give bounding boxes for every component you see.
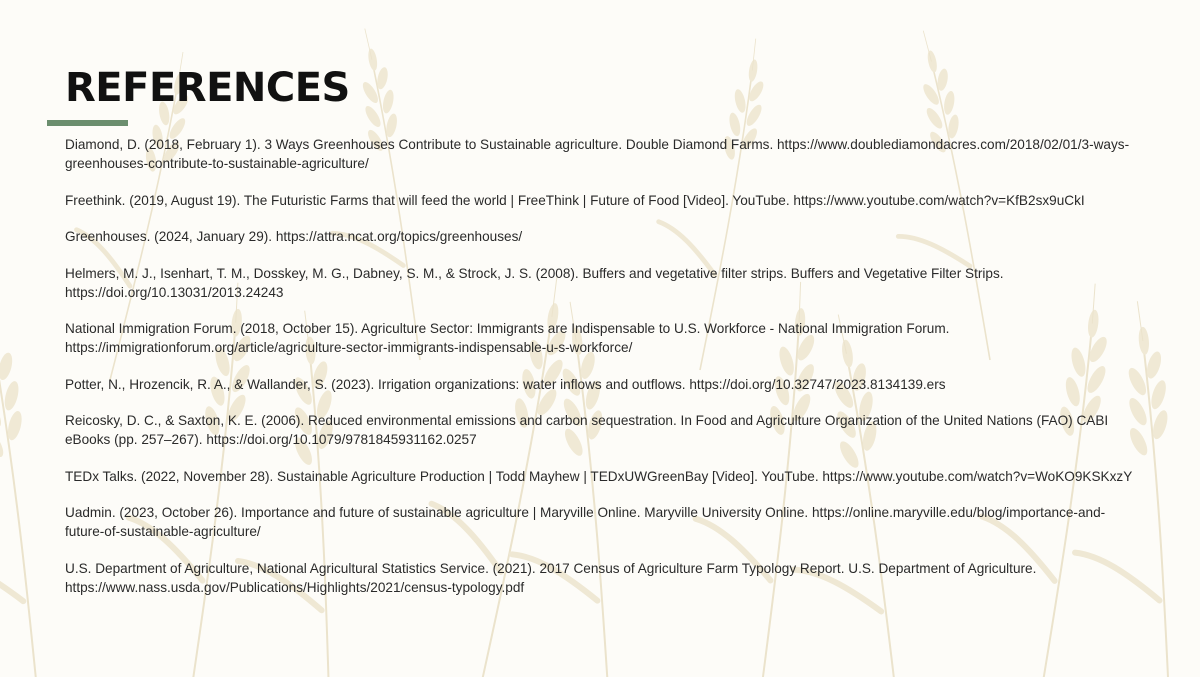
reference-item: Potter, N., Hrozencik, R. A., & Wallander, S. (2023). Irrigation organizations: water inflows and outflows. https://doi.org/10.32747/2023.8134139.ers <box>65 376 946 392</box>
reference-item: Helmers, M. J., Isenhart, T. M., Dosskey, M. G., Dabney, S. M., & Strock, J. S. (2008). Buffers and vegetative filter strips. Buffers and Vegetative Filter Strips. https://doi.org/10.13031/2013.24243 <box>65 265 1004 300</box>
reference-item: TEDx Talks. (2022, November 28). Sustainable Agriculture Production | Todd Mayhew | TEDxUWGreenBay [Video]. YouTube. https://www.youtube.com/watch?v=WoKO9KSKxzY <box>65 468 1133 484</box>
title-accent-bar <box>47 120 128 126</box>
reference-item: Diamond, D. (2018, February 1). 3 Ways Greenhouses Contribute to Sustainable agriculture. Double Diamond Farms. https://www.doublediamondacres.com/2018/02/01/3-ways-greenhouses-contribute-to-sustainable-agriculture/ <box>65 137 1130 171</box>
reference-item: Uadmin. (2023, October 26). Importance and future of sustainable agriculture | Maryville Online. Maryville University Online. https://online.maryville.edu/blog/importance-and-future-of-sustainable-agriculture/ <box>65 505 1106 539</box>
reference-item: U.S. Department of Agriculture, National Agricultural Statistics Service. (2021). 2017 Census of Agriculture Farm Typology Report. U.S. Department of Agriculture. https://www.nass.usda.gov/Publications/Highlights/2021/census-typology.pdf <box>65 560 1037 595</box>
reference-item: National Immigration Forum. (2018, October 15). Agriculture Sector: Immigrants are Indispensable to U.S. Workforce - National Immigration Forum. https://immigrationforum.org/article/agriculture-sector-immigrants-indispensable-u-s-workforce/ <box>65 321 950 355</box>
reference-list <box>65 135 1140 614</box>
reference-item: Greenhouses. (2024, January 29). https://attra.ncat.org/topics/greenhouses/ <box>65 229 523 244</box>
reference-item: Freethink. (2019, August 19). The Futuristic Farms that will feed the world | FreeThink | Future of Food [Video]. YouTube. https://www.youtube.com/watch?v=KfB2sx9uCkI <box>65 192 1085 208</box>
reference-item: Reicosky, D. C., & Saxton, K. E. (2006). Reduced environmental emissions and carbon sequestration. In Food and Agriculture Organization of the United Nations (FAO) CABI eBooks (pp. 257–267). https://doi.org/10.1079/9781845931162.0257 <box>65 413 1109 447</box>
slide-title: REFERENCES <box>65 65 350 111</box>
